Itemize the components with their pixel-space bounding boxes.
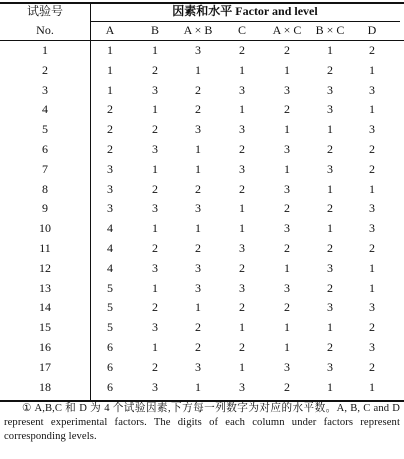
trial-number-cell: 18: [39, 379, 51, 394]
table-cell: 2: [369, 241, 375, 255]
table-cell: 1: [152, 102, 158, 117]
table-cell: 3: [107, 201, 113, 216]
table-cell: 1: [152, 161, 158, 176]
table-cell: 6: [107, 359, 113, 374]
table-cell: 1: [195, 62, 201, 77]
table-cell: 1: [369, 379, 375, 394]
table-cell: 3: [195, 280, 201, 295]
trial-header-cn: 试验号: [26, 4, 63, 18]
table-cell: 1: [239, 221, 245, 236]
table-cell: 3: [239, 161, 245, 176]
table-cell: 1: [107, 82, 113, 97]
table-cell: 2: [239, 260, 245, 275]
table-cell: 3: [239, 82, 245, 97]
table-cell: 1: [369, 260, 375, 275]
table-cell: 2: [107, 142, 113, 156]
table-cell: 2: [107, 102, 113, 117]
table-cell: 1: [107, 43, 113, 57]
table-cell: 1: [284, 122, 290, 137]
table-cell: 3: [239, 122, 245, 137]
table-cell: 3: [239, 280, 245, 295]
table-cell: 3: [195, 122, 201, 137]
table-cell: 3: [327, 300, 333, 315]
table-cell: 2: [284, 102, 290, 117]
table-cell: 2: [327, 201, 333, 216]
table-cell: 2: [284, 201, 290, 216]
table-cell: 1: [152, 221, 158, 236]
trial-number-cell: 16: [39, 340, 51, 354]
table-cell: 3: [327, 102, 333, 117]
table-cell: 5: [107, 300, 113, 315]
table-cell: 2: [327, 340, 333, 354]
table-cell: 5: [107, 280, 113, 295]
table-cell: 4: [107, 241, 113, 255]
footnote-text: ① A,B,C 和 D 为 4 个试验因素,下方每一列数字为对应的水平数。A, B, C and D represent experimental factors. The digits of each column under factors represent corresponding levels.: [4, 403, 400, 442]
table-cell: 2: [284, 241, 290, 255]
table-cell: 2: [195, 340, 201, 354]
table-cell: 3: [284, 82, 290, 97]
table-cell: 1: [369, 181, 375, 196]
table-cell: 1: [327, 379, 333, 394]
table-cell: 5: [107, 320, 113, 335]
table-cell: 3: [369, 221, 375, 236]
trial-number-cell: 5: [42, 122, 48, 137]
table-cell: 2: [152, 300, 158, 315]
table-cell: 2: [239, 181, 245, 196]
table-cell: 3: [284, 181, 290, 196]
table-cell: 3: [327, 161, 333, 176]
table-cell: 1: [327, 122, 333, 137]
table-cell: 2: [107, 122, 113, 137]
table-cell: 1: [152, 340, 158, 354]
table-cell: 3: [107, 181, 113, 196]
table-cell: 3: [327, 359, 333, 374]
trial-number-cell: 7: [42, 161, 48, 176]
trial-number-cell: 13: [39, 280, 51, 295]
table-cell: 3: [195, 260, 201, 275]
table-cell: 3: [284, 221, 290, 236]
table-cell: 1: [195, 379, 201, 394]
table-cell: 3: [369, 300, 375, 315]
table-cell: 2: [239, 340, 245, 354]
table-cell: 2: [327, 241, 333, 255]
table-cell: 2: [327, 62, 333, 77]
table-cell: 3: [369, 201, 375, 216]
table-cell: 3: [152, 142, 158, 156]
column-header: A: [105, 23, 115, 37]
table-cell: 1: [284, 320, 290, 335]
column-header: B × C: [315, 23, 345, 37]
table-cell: 2: [195, 241, 201, 255]
table-cell: 3: [369, 82, 375, 97]
table-cell: 3: [327, 260, 333, 275]
table-cell: 3: [369, 340, 375, 354]
table-cell: 2: [239, 142, 245, 156]
table-cell: 3: [152, 379, 158, 394]
trial-number-cell: 1: [42, 43, 48, 57]
table-cell: 3: [327, 82, 333, 97]
table-cell: 2: [195, 102, 201, 117]
table-cell: 4: [107, 260, 113, 275]
table-cell: 1: [239, 201, 245, 216]
trial-number-cell: 3: [42, 82, 48, 97]
table-cell: 1: [195, 142, 201, 156]
trial-number-cell: 12: [39, 260, 51, 275]
table-cell: 2: [152, 181, 158, 196]
trial-number-cell: 9: [42, 201, 48, 216]
table-cell: 1: [327, 43, 333, 57]
table-cell: 3: [152, 201, 158, 216]
column-header: B: [150, 23, 159, 37]
trial-number-cell: 10: [39, 221, 51, 236]
column-header: D: [367, 23, 377, 37]
table-cell: 2: [152, 122, 158, 137]
table-cell: 1: [152, 43, 158, 57]
table-cell: 3: [284, 142, 290, 156]
table-cell: 1: [369, 102, 375, 117]
table-cell: 1: [284, 62, 290, 77]
table-cell: 2: [369, 43, 375, 57]
table-cell: 3: [284, 280, 290, 295]
header-bottom-rule: [0, 40, 404, 41]
table-cell: 2: [369, 161, 375, 176]
table-cell: 2: [195, 181, 201, 196]
table-cell: 3: [152, 320, 158, 335]
table-cell: 3: [195, 359, 201, 374]
table-cell: 3: [284, 359, 290, 374]
table-cell: 2: [152, 62, 158, 77]
table-cell: 1: [327, 181, 333, 196]
table-cell: 1: [327, 221, 333, 236]
trial-number-cell: 6: [42, 142, 48, 156]
column-header: C: [237, 23, 246, 37]
table-cell: 1: [239, 359, 245, 374]
trial-number-cell: 2: [42, 62, 48, 77]
table-cell: 2: [195, 82, 201, 97]
table-cell: 2: [327, 280, 333, 295]
table-cell: 2: [327, 142, 333, 156]
footnote: [4, 402, 400, 444]
table-cell: 3: [239, 241, 245, 255]
trial-number-cell: 15: [39, 320, 51, 335]
trial-number-cell: 11: [39, 241, 51, 255]
table-cell: 3: [152, 260, 158, 275]
table-cell: 2: [239, 43, 245, 57]
table-cell: 2: [152, 359, 158, 374]
table-cell: 2: [369, 142, 375, 156]
table-cell: 2: [284, 43, 290, 57]
table-cell: 1: [195, 221, 201, 236]
trial-number-cell: 14: [39, 300, 51, 315]
table-cell: 6: [107, 379, 113, 394]
table-cell: 1: [152, 280, 158, 295]
table-cell: 1: [239, 102, 245, 117]
table-cell: 3: [107, 161, 113, 176]
table-cell: 3: [195, 201, 201, 216]
table-cell: 1: [369, 62, 375, 77]
table-cell: 2: [369, 320, 375, 335]
group-header-rule: [90, 21, 400, 22]
table-cell: 2: [369, 359, 375, 374]
trial-header-en: No.: [36, 23, 54, 37]
table-cell: 2: [195, 320, 201, 335]
table-cell: 1: [107, 62, 113, 77]
trial-number-cell: 4: [42, 102, 48, 117]
table-cell: 6: [107, 340, 113, 354]
trial-number-cell: 8: [42, 181, 48, 196]
table-cell: 2: [284, 300, 290, 315]
table-cell: 3: [152, 82, 158, 97]
table-cell: 1: [327, 320, 333, 335]
table-cell: 1: [195, 300, 201, 315]
table-cell: 3: [239, 379, 245, 394]
table-cell: 1: [195, 161, 201, 176]
table-cell: 3: [369, 122, 375, 137]
table-cell: 1: [284, 161, 290, 176]
table-cell: 1: [239, 320, 245, 335]
factor-level-header: 因素和水平 Factor and level: [172, 4, 318, 18]
table-cell: 1: [284, 260, 290, 275]
table-cell: 4: [107, 221, 113, 236]
table-cell: 1: [284, 340, 290, 354]
column-header: A × B: [183, 23, 213, 37]
table-cell: 3: [195, 43, 201, 57]
table-cell: 2: [239, 300, 245, 315]
table-cell: 2: [152, 241, 158, 255]
table-cell: 1: [369, 280, 375, 295]
table-cell: 1: [239, 62, 245, 77]
trial-number-cell: 17: [39, 359, 51, 374]
table-cell: 2: [284, 379, 290, 394]
column-header: A × C: [272, 23, 302, 37]
